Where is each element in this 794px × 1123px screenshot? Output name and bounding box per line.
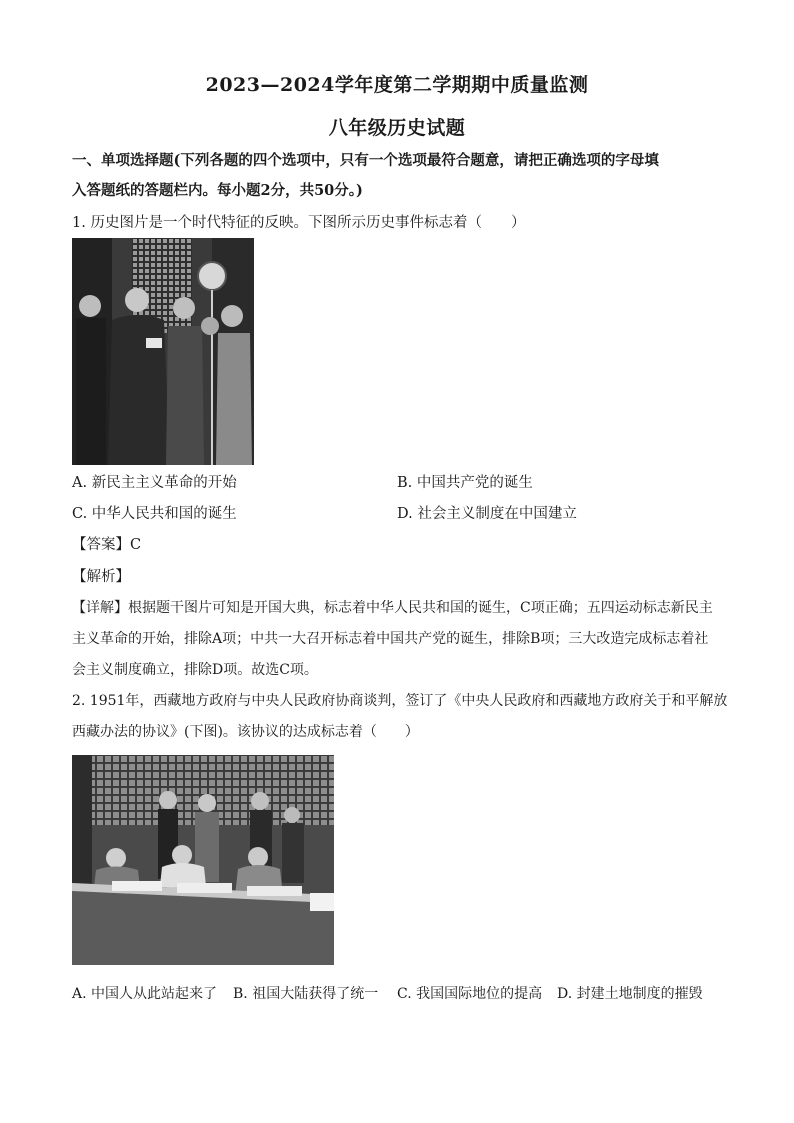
q1-photo-founding-ceremony — [72, 238, 254, 465]
q1-option-b: B. 中国共产党的诞生 — [397, 475, 533, 491]
q2-photo-agreement-signing — [72, 755, 334, 965]
q2-option-d: D. 封建土地制度的摧毁 — [557, 986, 703, 1002]
q1-detail-line-1: 【详解】根据题干图片可知是开国大典，标志着中华人民共和国的诞生，C项正确；五四运动标志新民主 — [72, 600, 713, 616]
section-instruction-line-2: 入答题纸的答题栏内。每小题2分，共50分。) — [72, 182, 363, 199]
q2-option-b: B. 祖国大陆获得了统一 — [233, 986, 379, 1002]
q1-detail-line-3: 会主义制度确立，排除D项。故选C项。 — [72, 662, 318, 678]
q1-option-c: C. 中华人民共和国的诞生 — [72, 506, 237, 522]
q2-stem-line-1: 2. 1951年，西藏地方政府与中央人民政府协商谈判，签订了《中央人民政府和西藏地方政府关于和平解放 — [72, 693, 728, 709]
q2-option-c: C. 我国国际地位的提高 — [397, 986, 543, 1002]
q1-answer: 【答案】C — [72, 537, 142, 553]
q1-option-d: D. 社会主义制度在中国建立 — [397, 506, 577, 522]
q1-analysis-label: 【解析】 — [72, 569, 130, 585]
q1-detail-line-2: 主义革命的开始，排除A项；中共一大召开标志着中国共产党的诞生，排除B项；三大改造完成标志着社 — [72, 631, 709, 647]
q2-stem-line-2: 西藏办法的协议》(下图)。该协议的达成标志着（ ） — [72, 724, 419, 740]
q2-option-a: A. 中国人从此站起来了 — [72, 986, 218, 1002]
section-instruction-line-1: 一、单项选择题(下列各题的四个选项中，只有一个选项最符合题意，请把正确选项的字母填 — [72, 152, 659, 169]
exam-title: 2023—2024学年度第二学期期中质量监测 — [205, 74, 589, 96]
q1-option-a: A. 新民主主义革命的开始 — [72, 475, 237, 491]
exam-subtitle: 八年级历史试题 — [328, 117, 466, 139]
q1-stem: 1. 历史图片是一个时代特征的反映。下图所示历史事件标志着（ ） — [72, 215, 526, 231]
